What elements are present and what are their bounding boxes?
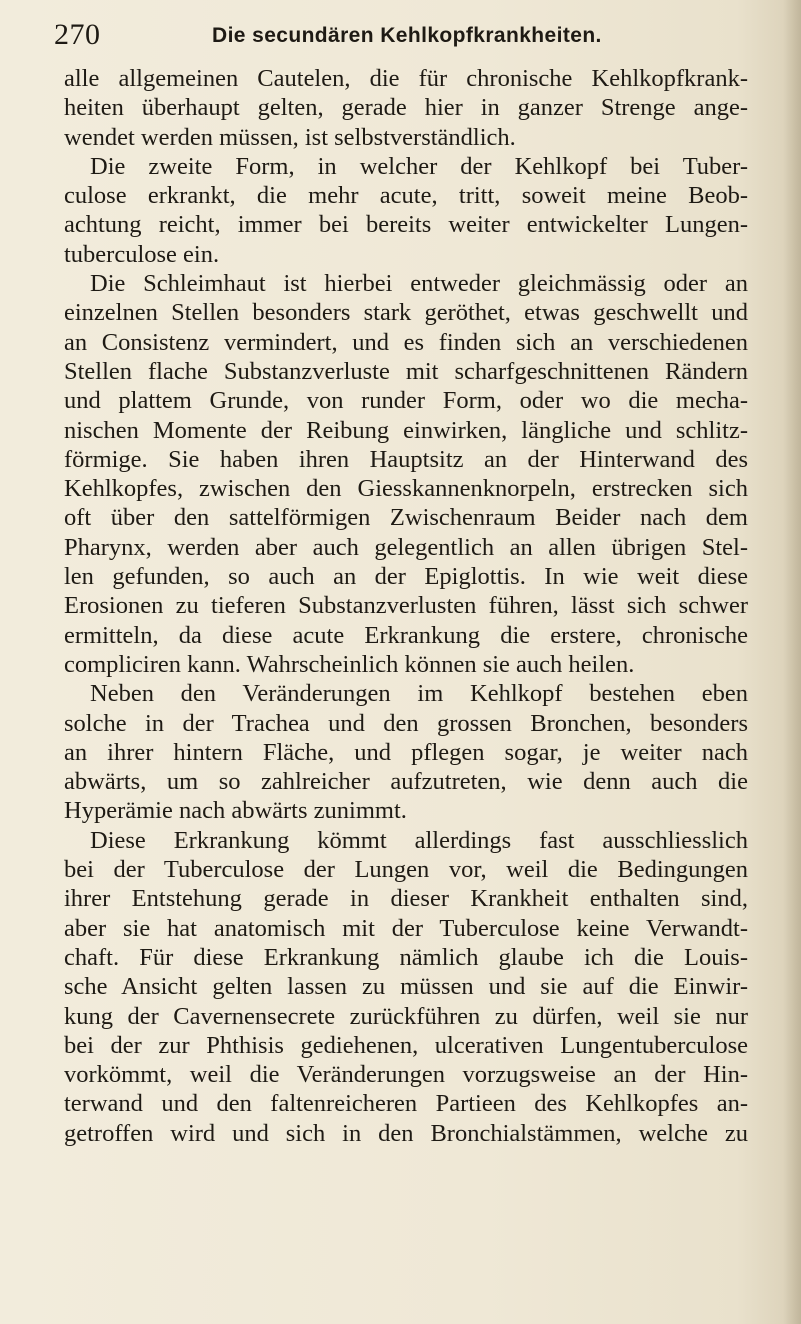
text-line: alle allgemeinen Cautelen, die für chronische Kehlkopfkrank- (64, 65, 748, 92)
text-line: Hyperämie nach abwärts zunimmt. (64, 797, 407, 825)
text-line: sche Ansicht gelten lassen zu müssen und sie auf die Einwir- (64, 973, 748, 1001)
text-line: oft über den sattelförmigen Zwischenraum Beider nach dem (64, 504, 748, 532)
text-line: kung der Cavernensecrete zurückführen zu dürfen, weil sie nur (64, 1002, 748, 1030)
running-title: Die secundären Kehlkopfkrankheiten. (212, 24, 602, 47)
text-line: wendet werden müssen, ist selbstverständlich. (64, 123, 516, 151)
text-line: abwärts, um so zahlreicher aufzutreten, wie denn auch die (64, 768, 748, 796)
text-line: Stellen flache Substanzverluste mit scharfgeschnittenen Rändern (64, 357, 748, 385)
text-line: Diese Erkrankung kömmt allerdings fast ausschliesslich (90, 826, 748, 854)
page-number: 270 (54, 18, 101, 51)
text-line: achtung reicht, immer bei bereits weiter entwickelter Lungen- (64, 211, 748, 239)
text-line: chaft. Für diese Erkrankung nämlich glaube ich die Louis- (64, 943, 748, 971)
page-edge-shadow (783, 0, 801, 1324)
text-line: getroffen wird und sich in den Bronchialstämmen, welche zu (64, 1119, 748, 1147)
text-line: nischen Momente der Reibung einwirken, längliche und schlitz- (64, 416, 748, 444)
text-line: solche in der Trachea und den grossen Bronchen, besonders (64, 709, 748, 737)
text-line: ihrer Entstehung gerade in dieser Krankheit enthalten sind, (64, 885, 748, 913)
text-line: culose erkrankt, die mehr acute, tritt, soweit meine Beob- (64, 182, 748, 210)
text-line: und plattem Grunde, von runder Form, oder wo die mecha- (64, 387, 748, 415)
text-line: compliciren kann. Wahrscheinlich können sie auch heilen. (64, 650, 635, 678)
page-header (54, 18, 754, 58)
text-line: an ihrer hintern Fläche, und pflegen sogar, je weiter nach (64, 738, 748, 766)
text-line: förmige. Sie haben ihren Hauptsitz an der Hinterwand des (64, 445, 748, 473)
text-line: bei der Tuberculose der Lungen vor, weil die Bedingungen (64, 856, 748, 884)
text-line: Die Schleimhaut ist hierbei entweder gleichmässig oder an (90, 270, 748, 298)
text-line: Pharynx, werden aber auch gelegentlich an allen übrigen Stel- (64, 533, 748, 561)
body-text (64, 64, 748, 1148)
text-line: tuberculose ein. (64, 240, 220, 268)
text-line: len gefunden, so auch an der Epiglottis. In wie weit diese (64, 563, 748, 591)
text-line: ermitteln, da diese acute Erkrankung die erstere, chronische (64, 621, 748, 649)
text-line: Die zweite Form, in welcher der Kehlkopf bei Tuber- (90, 152, 748, 180)
text-line: Neben den Veränderungen im Kehlkopf bestehen eben (90, 680, 748, 708)
text-line: terwand und den faltenreicheren Partieen des Kehlkopfes an- (64, 1090, 748, 1118)
text-line: heiten überhaupt gelten, gerade hier in ganzer Strenge ange- (64, 94, 748, 122)
text-line: vorkömmt, weil die Veränderungen vorzugsweise an der Hin- (64, 1061, 748, 1089)
text-line: einzelnen Stellen besonders stark geröthet, etwas geschwellt und (64, 299, 748, 327)
text-line: Erosionen zu tieferen Substanzverlusten führen, lässt sich schwer (64, 592, 748, 620)
text-line: an Consistenz vermindert, und es finden sich an verschiedenen (64, 328, 748, 356)
text-line: aber sie hat anatomisch mit der Tuberculose keine Verwandt- (64, 914, 748, 942)
text-line: Kehlkopfes, zwischen den Giesskannenknorpeln, erstrecken sich (64, 475, 748, 503)
text-line: bei der zur Phthisis gediehenen, ulcerativen Lungentuberculose (64, 1031, 748, 1059)
